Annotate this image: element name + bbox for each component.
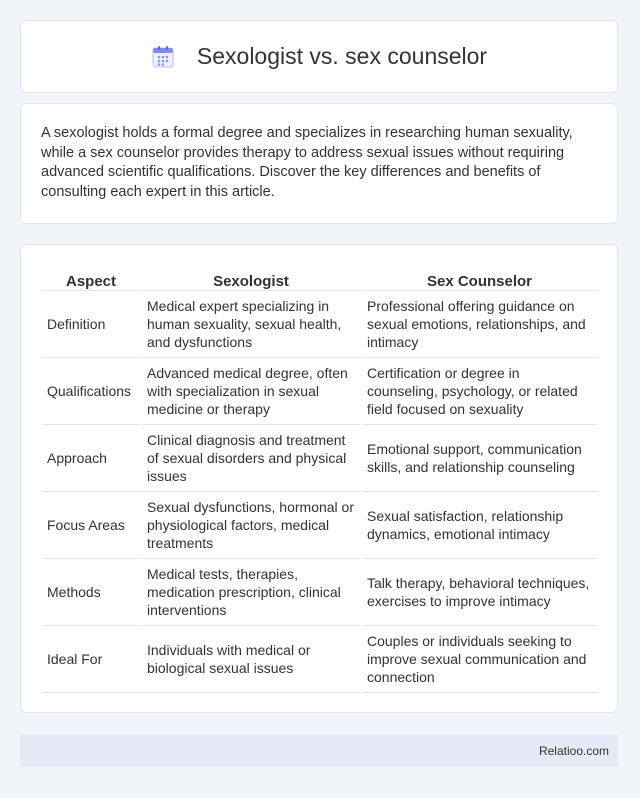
header-aspect: Aspect	[42, 265, 140, 291]
table-row	[42, 358, 597, 425]
table-header-row	[42, 265, 597, 291]
comparison-card	[20, 244, 618, 713]
page-title: Sexologist vs. sex counselor	[196, 43, 488, 69]
table-row	[42, 425, 597, 492]
sexologist-cell: Medical tests, therapies, medication prescription, clinical interventions	[142, 559, 360, 626]
counselor-cell: Emotional support, communication skills, and relationship counseling	[362, 425, 597, 492]
sexologist-cell: Advanced medical degree, often with specialization in sexual medicine or therapy	[142, 358, 360, 425]
aspect-cell: Focus Areas	[42, 492, 140, 559]
footer-brand: Relatioo.com	[538, 743, 609, 758]
counselor-cell: Sexual satisfaction, relationship dynamics, emotional intimacy	[362, 492, 597, 559]
counselor-cell: Certification or degree in counseling, psychology, or related field focused on sexuality	[362, 358, 597, 425]
counselor-cell: Couples or individuals seeking to improve sexual communication and connection	[362, 626, 597, 693]
table-row	[42, 492, 597, 559]
sexologist-cell: Individuals with medical or biological sexual issues	[142, 626, 360, 693]
aspect-cell: Approach	[42, 425, 140, 492]
aspect-cell: Qualifications	[42, 358, 140, 425]
intro-paragraph: A sexologist holds a formal degree and specializes in researching human sexuality, while a sex counselor provides therapy to address sexual issues without requiring advanced scientific qualifications. Discover the key differences and benefits of consulting each expert in this article.	[41, 125, 573, 200]
table-row	[42, 559, 597, 626]
sexologist-cell: Clinical diagnosis and treatment of sexual disorders and physical issues	[142, 425, 360, 492]
table-row	[42, 291, 597, 358]
aspect-cell: Methods	[42, 559, 140, 626]
title-card	[20, 20, 618, 93]
calendar-icon	[151, 45, 175, 69]
intro-card	[20, 103, 618, 224]
header-sex-counselor: Sex Counselor	[362, 265, 597, 291]
aspect-cell: Definition	[42, 291, 140, 358]
table-row	[42, 626, 597, 693]
counselor-cell: Talk therapy, behavioral techniques, exercises to improve intimacy	[362, 559, 597, 626]
sexologist-cell: Sexual dysfunctions, hormonal or physiological factors, medical treatments	[142, 492, 360, 559]
aspect-cell: Ideal For	[42, 626, 140, 693]
header-sexologist: Sexologist	[142, 265, 360, 291]
counselor-cell: Professional offering guidance on sexual emotions, relationships, and intimacy	[362, 291, 597, 358]
sexologist-cell: Medical expert specializing in human sexuality, sexual health, and dysfunctions	[142, 291, 360, 358]
footer-bar	[20, 734, 618, 767]
comparison-table	[40, 265, 599, 693]
